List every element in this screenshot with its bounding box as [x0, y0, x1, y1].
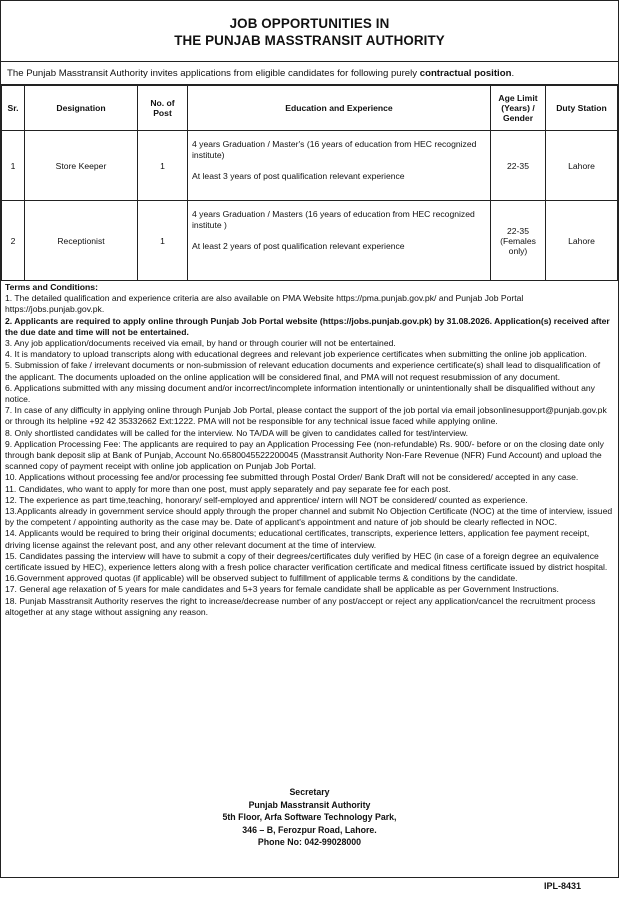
- term-item: 5. Submission of fake / irrelevant documents or non-submission of relevant education documents and experience certificate(s) shall lead to disqualification of the applicant. The documents uploaded on the online application will be considered final, and PMA will not request resubmission of any document.: [5, 360, 601, 382]
- terms-title: Terms and Conditions:: [5, 282, 98, 292]
- title-line-2: THE PUNJAB MASSTRANSIT AUTHORITY: [174, 33, 445, 48]
- term-item: 10. Applications without processing fee and/or processing fee submitted through Postal Order/ Bank Draft will not be considered/ accepted in any case.: [5, 472, 579, 483]
- cell-education: [188, 131, 491, 201]
- title-line-1: JOB OPPORTUNITIES IN: [229, 16, 390, 31]
- term-item: 3. Any job application/documents received via email, by hand or through courier will not be entertained.: [5, 338, 396, 349]
- term-item: 2. Applicants are required to apply online through Punjab Job Portal website (https://jobs.punjab.gov.pk) by 31.08.2026. Application(s) received after the due date and time will not be entertained.: [5, 315, 610, 337]
- experience-text: At least 2 years of post qualification relevant experience: [192, 241, 405, 251]
- term-item: 16.Government approved quotas (if applicable) will be observed subject to fulfillment of applicable terms & conditions by the candidate.: [5, 573, 518, 584]
- term-item: 1. The detailed qualification and experience criteria are also available on PMA Website https://pma.punjab.gov.pk/ and Punjab Job Portal https://jobs.punjab.gov.pk.: [5, 293, 524, 315]
- col-education: Education and Experience: [188, 86, 491, 131]
- education-text: 4 years Graduation / Master's (16 years of education from HEC recognized institute): [192, 139, 477, 160]
- cell-posts: 1: [138, 201, 188, 281]
- contact-block: [1, 786, 618, 849]
- cell-station: Lahore: [546, 201, 618, 281]
- col-posts: No. of Post: [138, 86, 188, 131]
- term-item: 9. Application Processing Fee: The applicants are required to pay an Application Processing Fee (non-refundable) Rs. 900/- before or on the closing date only through bank deposit slip at Bank of Punjab, Account No.6580045522200045 (Masstransit Authority Non-Fare Revenue (NFR) Fund Account) and upload the scanned copy of payment receipt with online job application on Punjab Job Portal.: [5, 438, 604, 472]
- cell-education: [188, 201, 491, 281]
- table-header-row: [2, 86, 618, 131]
- col-age: Age Limit (Years) / Gender: [491, 86, 546, 131]
- term-item: 13.Applicants already in government service should apply through the proper channel and submit No Objection Certificate (NOC) at the time of interview, issued by the competent / appointing authority as the case may be. Date of applicant's appointment and nature of job should be clearly reflected in NOC.: [5, 506, 613, 528]
- term-item: 12. The experience as part time,teaching, honorary/ self-employed and apprentice/ intern will NOT be considered/ counted as experience.: [5, 494, 528, 505]
- contact-address-2: 346 – B, Ferozpur Road, Lahore.: [242, 824, 377, 835]
- term-item: 6. Applications submitted with any missing document and/or incorrect/incomplete information intentionally or unintentionally shall be disqualified without any notice.: [5, 382, 595, 405]
- term-item: 17. General age relaxation of 5 years for male candidates and 5+3 years for female candidate shall be applicable as per Government Instructions.: [5, 584, 559, 595]
- col-designation: Designation: [25, 86, 138, 131]
- table-row: [2, 201, 618, 281]
- positions-table: [1, 85, 618, 281]
- intro-text: [1, 61, 618, 85]
- reference-number: IPL-8431: [543, 881, 581, 891]
- term-item: 8. Only shortlisted candidates will be called for the interview. No TA/DA will be given to candidates called for test/interview.: [5, 427, 469, 438]
- contact-address-1: 5th Floor, Arfa Software Technology Park,: [222, 812, 397, 823]
- col-sr: Sr.: [2, 86, 25, 131]
- intro-body: The Punjab Masstransit Authority invites applications from eligible candidates for following purely: [7, 68, 420, 79]
- term-item: 7. In case of any difficulty in applying online through Punjab Job Portal, please contact the support of the job portal via email jobsonlinesupport@punjab.gov.pk or through its helpline +92 42 35332662 Ext:1222. PMA will not be responsible for any technical issue faced while applying online.: [5, 405, 607, 427]
- page-title: [1, 1, 618, 49]
- intro-end: .: [511, 68, 515, 79]
- cell-designation: Receptionist: [25, 201, 138, 281]
- cell-sr: 2: [2, 201, 25, 281]
- cell-sr: 1: [2, 131, 25, 201]
- cell-station: Lahore: [546, 131, 618, 201]
- col-station: Duty Station: [546, 86, 618, 131]
- cell-age: 22-35: [491, 131, 546, 201]
- contact-phone: Phone No: 042-99028000: [257, 837, 362, 848]
- contact-title: Secretary: [289, 787, 330, 797]
- contact-org: Punjab Masstransit Authority: [248, 799, 371, 810]
- intro-emphasis: contractual position: [419, 68, 512, 79]
- terms-and-conditions: [1, 281, 618, 618]
- table-row: [2, 131, 618, 201]
- term-item: 11. Candidates, who want to apply for more than one post, must apply separately and pay separate fee for each post.: [5, 483, 451, 494]
- term-item: 14. Applicants would be required to bring their original documents; educational certificates, transcripts, experience letters, application fee payment receipt, driving license against the relevant post, and any other relevant document at the time of interview.: [5, 528, 590, 550]
- experience-text: At least 3 years of post qualification relevant experience: [192, 171, 405, 181]
- term-item: 4. It is mandatory to upload transcripts along with educational degrees and relevant job experience certificates when submitting the online job application.: [5, 349, 587, 360]
- term-item: 18. Punjab Masstransit Authority reserves the right to increase/decrease number of any post/accept or reject any application/cancel the recruitment process altogether at any stage without assigning any reason.: [5, 595, 596, 617]
- cell-designation: Store Keeper: [25, 131, 138, 201]
- term-item: 15. Candidates passing the interview will have to submit a copy of their degrees/certificates duly verified by HEC (in case of a foreign degree an equivalence certificate issued by HEC), experience letters along with a fresh police character verification certificate and medical fitness certificate issued by district hospital.: [5, 550, 608, 573]
- education-text: 4 years Graduation / Masters (16 years of education from HEC recognized institute ): [192, 209, 475, 230]
- cell-age: 22-35 (Females only): [491, 201, 546, 281]
- cell-posts: 1: [138, 131, 188, 201]
